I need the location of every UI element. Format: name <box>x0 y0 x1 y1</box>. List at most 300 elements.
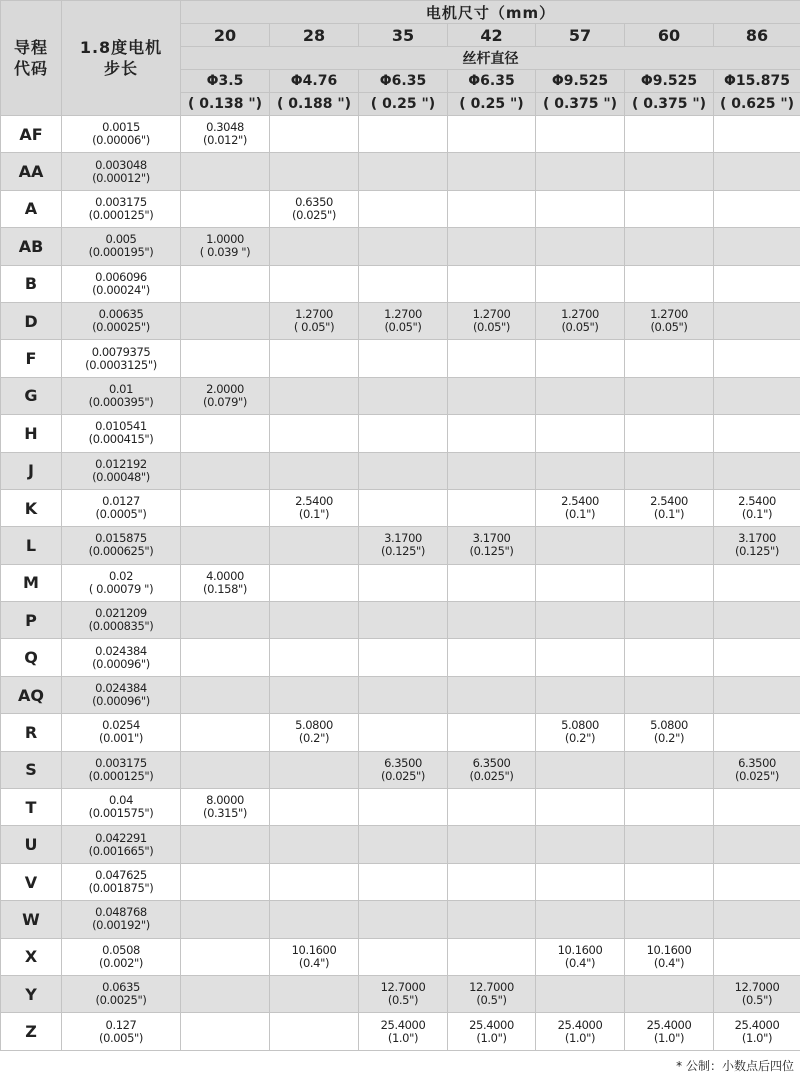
lead-mm-value: 5.0800 <box>650 718 688 733</box>
lead-value-cell <box>270 415 359 452</box>
lead-value-cell <box>181 153 270 190</box>
lead-in-value: (0.05") <box>472 320 511 335</box>
lead-value-cell <box>359 228 448 265</box>
lead-in-value: (0.125") <box>735 544 779 559</box>
step-mm-value: 0.048768 <box>95 905 147 920</box>
lead-in-value: (0.5") <box>476 993 507 1008</box>
footnote: * 公制：小数点后四位 <box>676 1058 794 1073</box>
lead-value-cell <box>181 901 270 938</box>
lead-value-cell <box>181 789 270 826</box>
step-length-cell <box>62 1013 181 1050</box>
lead-value-cell <box>181 826 270 863</box>
diameter-in-cell-0: ( 0.138 ") <box>181 93 270 116</box>
lead-value-cell <box>714 938 800 975</box>
table-row <box>1 452 800 489</box>
lead-value-cell <box>536 639 625 676</box>
footnote-bar <box>0 1051 800 1081</box>
lead-value-cell <box>536 863 625 900</box>
step-mm-value: 0.005 <box>105 232 137 247</box>
lead-value-cell <box>181 1013 270 1050</box>
step-length-cell <box>62 602 181 639</box>
lead-value-cell <box>536 153 625 190</box>
motor-size-cell-6: 86 <box>714 24 800 47</box>
lead-value-cell <box>448 228 536 265</box>
lead-value-cell <box>181 415 270 452</box>
lead-value-cell <box>714 639 800 676</box>
lead-in-value: (0.05") <box>650 320 688 335</box>
step-mm-value: 0.047625 <box>95 868 147 882</box>
step-length-cell <box>62 377 181 414</box>
lead-mm-value: 25.4000 <box>380 1017 426 1032</box>
lead-code-cell: B <box>1 265 62 302</box>
lead-value-cell <box>448 116 536 153</box>
step-length-cell <box>62 452 181 489</box>
step-in-value: (0.00048") <box>92 469 150 484</box>
lead-value-cell <box>714 714 800 751</box>
lead-value-cell <box>359 116 448 153</box>
lead-value-cell <box>448 265 536 302</box>
step-length-cell <box>62 826 181 863</box>
lead-value-cell <box>181 265 270 302</box>
lead-value-cell <box>448 153 536 190</box>
lead-mm-value: 3.1700 <box>738 531 776 546</box>
lead-value-cell <box>270 975 359 1012</box>
step-in-value: (0.0025") <box>95 993 147 1008</box>
lead-mm-value: 6.3500 <box>472 755 511 770</box>
lead-value-cell <box>448 714 536 751</box>
lead-value-cell <box>359 751 448 788</box>
lead-value-cell <box>625 676 714 713</box>
lead-value-cell <box>536 340 625 377</box>
lead-value-cell <box>536 265 625 302</box>
lead-in-value: (1.0") <box>741 1030 773 1045</box>
lead-mm-value: 25.4000 <box>646 1017 692 1032</box>
step-in-value: (0.001") <box>99 731 143 746</box>
lead-code-cell: J <box>1 452 62 489</box>
lead-value-cell <box>536 415 625 452</box>
lead-value-cell <box>714 789 800 826</box>
lead-value-cell <box>359 302 448 339</box>
diameter-in-cell-2: ( 0.25 ") <box>359 93 448 116</box>
lead-code-cell: AQ <box>1 676 62 713</box>
table-row <box>1 751 800 788</box>
table-row <box>1 789 800 826</box>
lead-value-cell <box>714 116 800 153</box>
lead-value-cell <box>270 938 359 975</box>
lead-in-value: (0.1") <box>564 507 596 522</box>
lead-value-cell <box>270 153 359 190</box>
lead-code-cell: L <box>1 527 62 564</box>
step-length-cell <box>62 975 181 1012</box>
lead-value-cell <box>448 564 536 601</box>
lead-value-cell <box>359 527 448 564</box>
lead-value-cell <box>270 863 359 900</box>
step-length-cell <box>62 564 181 601</box>
lead-code-cell: U <box>1 826 62 863</box>
table-row <box>1 639 800 676</box>
lead-value-cell <box>181 452 270 489</box>
lead-value-cell <box>448 602 536 639</box>
step-mm-value: 0.006096 <box>95 269 147 284</box>
lead-value-cell <box>625 153 714 190</box>
lead-value-cell <box>625 826 714 863</box>
step-in-value: (0.001575") <box>88 806 154 821</box>
lead-value-cell <box>448 452 536 489</box>
lead-code-header <box>1 1 62 116</box>
lead-mm-value: 1.2700 <box>295 307 333 322</box>
lead-value-cell <box>625 228 714 265</box>
table-row <box>1 340 800 377</box>
lead-mm-value: 12.7000 <box>469 980 514 995</box>
lead-in-value: (0.079") <box>203 394 247 409</box>
lead-value-cell <box>270 265 359 302</box>
lead-code-cell: K <box>1 489 62 526</box>
step-in-value: (0.00024") <box>92 282 150 297</box>
lead-value-cell <box>625 564 714 601</box>
lead-value-cell <box>625 340 714 377</box>
step-mm-value: 0.003175 <box>95 194 147 209</box>
lead-mm-value: 1.2700 <box>561 307 599 322</box>
step-length-cell <box>62 751 181 788</box>
screw-diameter-header: 丝杆直径 <box>181 47 800 70</box>
lead-value-cell <box>448 863 536 900</box>
table-row <box>1 863 800 900</box>
lead-value-cell <box>714 415 800 452</box>
lead-value-cell <box>359 602 448 639</box>
step-in-value: (0.00192") <box>92 918 150 933</box>
lead-value-cell <box>181 190 270 227</box>
lead-mm-value: 2.0000 <box>206 381 244 396</box>
lead-code-cell: W <box>1 901 62 938</box>
lead-value-cell <box>448 527 536 564</box>
motor-size-cell-1: 28 <box>270 24 359 47</box>
lead-value-cell <box>359 826 448 863</box>
step-length-cell <box>62 489 181 526</box>
lead-mm-value: 12.7000 <box>734 980 780 995</box>
step-mm-value: 0.010541 <box>95 419 147 434</box>
table-row <box>1 564 800 601</box>
lead-value-cell <box>181 863 270 900</box>
lead-value-cell <box>181 116 270 153</box>
lead-value-cell <box>181 975 270 1012</box>
step-length-header-line1: 1.8度电机 <box>79 38 163 57</box>
step-length-cell <box>62 116 181 153</box>
lead-value-cell <box>359 714 448 751</box>
lead-in-value: (0.158") <box>203 581 247 596</box>
lead-code-cell: Z <box>1 1013 62 1050</box>
table-row <box>1 377 800 414</box>
lead-value-cell <box>714 751 800 788</box>
lead-code-cell: P <box>1 602 62 639</box>
lead-value-cell <box>448 1013 536 1050</box>
table-row <box>1 714 800 751</box>
lead-code-cell: T <box>1 789 62 826</box>
step-in-value: (0.00012") <box>92 170 150 185</box>
lead-mm-value: 1.2700 <box>650 307 688 322</box>
lead-value-cell <box>270 826 359 863</box>
step-mm-value: 0.015875 <box>95 531 147 546</box>
step-mm-value: 0.042291 <box>95 830 147 845</box>
lead-value-cell <box>359 975 448 1012</box>
lead-value-cell <box>448 340 536 377</box>
lead-value-cell <box>536 228 625 265</box>
lead-value-cell <box>181 639 270 676</box>
table-body <box>1 116 800 1051</box>
table-row <box>1 190 800 227</box>
diameter-in-cell-4: ( 0.375 ") <box>536 93 625 116</box>
lead-code-cell: V <box>1 863 62 900</box>
lead-value-cell <box>625 863 714 900</box>
lead-value-cell <box>270 1013 359 1050</box>
step-length-cell <box>62 415 181 452</box>
lead-mm-value: 2.5400 <box>561 494 599 509</box>
lead-mm-value: 1.0000 <box>206 232 244 247</box>
lead-value-cell <box>714 527 800 564</box>
lead-in-value: (0.05") <box>561 320 599 335</box>
lead-in-value: (0.025") <box>735 768 779 783</box>
lead-value-cell <box>625 302 714 339</box>
step-in-value: (0.0003125") <box>85 357 157 372</box>
lead-value-cell <box>536 489 625 526</box>
lead-value-cell <box>270 527 359 564</box>
step-mm-value: 0.0015 <box>102 120 140 135</box>
step-length-cell <box>62 863 181 900</box>
lead-value-cell <box>714 564 800 601</box>
lead-in-value: (0.2") <box>298 731 330 746</box>
lead-code-cell: A <box>1 190 62 227</box>
lead-in-value: (0.125") <box>469 544 514 559</box>
table-header <box>1 1 800 116</box>
table-row <box>1 975 800 1012</box>
lead-value-cell <box>625 714 714 751</box>
step-length-cell <box>62 340 181 377</box>
lead-in-value: (0.2") <box>653 731 685 746</box>
lead-in-value: (0.4") <box>564 955 596 970</box>
lead-value-cell <box>181 714 270 751</box>
step-length-cell <box>62 789 181 826</box>
lead-value-cell <box>270 789 359 826</box>
diameter-in-cell-5: ( 0.375 ") <box>625 93 714 116</box>
motor-size-cell-4: 57 <box>536 24 625 47</box>
lead-mm-value: 6.3500 <box>384 755 422 770</box>
lead-value-cell <box>181 564 270 601</box>
table-row <box>1 676 800 713</box>
lead-value-cell <box>714 901 800 938</box>
lead-value-cell <box>448 415 536 452</box>
lead-value-cell <box>536 789 625 826</box>
lead-value-cell <box>625 975 714 1012</box>
table-row <box>1 1013 800 1050</box>
step-in-value: (0.000125") <box>88 207 154 222</box>
table-row <box>1 228 800 265</box>
lead-value-cell <box>625 527 714 564</box>
step-in-value: (0.002") <box>99 955 143 970</box>
lead-value-cell <box>448 975 536 1012</box>
lead-value-cell <box>625 789 714 826</box>
lead-value-cell <box>270 602 359 639</box>
table-row <box>1 602 800 639</box>
lead-value-cell <box>181 602 270 639</box>
table-row <box>1 415 800 452</box>
lead-value-cell <box>714 676 800 713</box>
table-row <box>1 265 800 302</box>
step-in-value: (0.000195") <box>88 245 154 260</box>
lead-code-cell: G <box>1 377 62 414</box>
lead-value-cell <box>359 153 448 190</box>
lead-in-value: ( 0.039 ") <box>199 245 251 260</box>
step-in-value: (0.00096") <box>92 694 150 709</box>
table-row <box>1 527 800 564</box>
step-length-cell <box>62 938 181 975</box>
lead-value-cell <box>181 527 270 564</box>
lead-value-cell <box>536 826 625 863</box>
lead-mm-value: 10.1600 <box>291 942 337 957</box>
diameter-in-cell-3: ( 0.25 ") <box>448 93 536 116</box>
lead-value-cell <box>270 564 359 601</box>
lead-in-value: (0.05") <box>384 320 422 335</box>
lead-value-cell <box>536 377 625 414</box>
lead-code-header-line2: 代码 <box>13 59 48 78</box>
step-mm-value: 0.0127 <box>102 494 140 509</box>
lead-value-cell <box>359 340 448 377</box>
step-mm-value: 0.00635 <box>98 307 144 322</box>
diameter-mm-cell-1: Φ4.76 <box>270 70 359 93</box>
lead-mm-value: 8.0000 <box>206 793 244 808</box>
table-row <box>1 826 800 863</box>
motor-size-cell-2: 35 <box>359 24 448 47</box>
lead-value-cell <box>359 190 448 227</box>
step-in-value: (0.000415") <box>88 432 154 447</box>
lead-value-cell <box>536 302 625 339</box>
lead-mm-value: 3.1700 <box>384 531 422 546</box>
lead-value-cell <box>714 228 800 265</box>
step-in-value: (0.001875") <box>88 881 154 895</box>
diameter-mm-cell-3: Φ6.35 <box>448 70 536 93</box>
lead-value-cell <box>270 751 359 788</box>
lead-value-cell <box>714 340 800 377</box>
lead-value-cell <box>359 489 448 526</box>
lead-code-cell: AA <box>1 153 62 190</box>
step-length-cell <box>62 228 181 265</box>
lead-code-cell: H <box>1 415 62 452</box>
lead-code-cell: X <box>1 938 62 975</box>
lead-code-cell: Y <box>1 975 62 1012</box>
table-row <box>1 116 800 153</box>
lead-code-cell: D <box>1 302 62 339</box>
lead-value-cell <box>625 938 714 975</box>
step-mm-value: 0.04 <box>108 793 133 808</box>
lead-value-cell <box>714 602 800 639</box>
lead-value-cell <box>714 190 800 227</box>
table-row <box>1 153 800 190</box>
lead-value-cell <box>448 826 536 863</box>
lead-value-cell <box>359 863 448 900</box>
lead-value-cell <box>270 116 359 153</box>
step-length-cell <box>62 190 181 227</box>
lead-in-value: (1.0") <box>476 1030 507 1045</box>
lead-value-cell <box>625 452 714 489</box>
step-in-value: (0.00006") <box>92 133 150 148</box>
lead-in-value: (1.0") <box>653 1030 685 1045</box>
lead-mm-value: 2.5400 <box>738 494 776 509</box>
lead-value-cell <box>181 302 270 339</box>
table-row <box>1 302 800 339</box>
lead-mm-value: 4.0000 <box>206 568 244 583</box>
lead-value-cell <box>625 116 714 153</box>
diameter-mm-cell-6: Φ15.875 <box>714 70 800 93</box>
lead-mm-value: 12.7000 <box>380 980 426 995</box>
lead-value-cell <box>714 489 800 526</box>
diameter-in-cell-6: ( 0.625 ") <box>714 93 800 116</box>
lead-code-cell: AF <box>1 116 62 153</box>
lead-value-cell <box>714 826 800 863</box>
lead-mm-value: 6.3500 <box>738 755 776 770</box>
lead-mm-value: 1.2700 <box>472 307 511 322</box>
lead-value-cell <box>448 489 536 526</box>
lead-value-cell <box>448 676 536 713</box>
step-mm-value: 0.0254 <box>102 718 140 733</box>
lead-value-cell <box>359 639 448 676</box>
lead-value-cell <box>536 564 625 601</box>
step-in-value: (0.000125") <box>88 768 154 783</box>
step-mm-value: 0.0079375 <box>91 344 151 359</box>
step-mm-value: 0.003048 <box>95 157 147 172</box>
step-mm-value: 0.021209 <box>95 606 147 621</box>
step-mm-value: 0.127 <box>105 1017 137 1032</box>
lead-value-cell <box>448 751 536 788</box>
lead-value-cell <box>270 190 359 227</box>
lead-value-cell <box>714 377 800 414</box>
step-mm-value: 0.0635 <box>102 980 140 995</box>
table-row <box>1 938 800 975</box>
lead-value-cell <box>625 489 714 526</box>
lead-value-cell <box>270 452 359 489</box>
step-in-value: (0.0005") <box>95 507 147 522</box>
step-in-value: (0.000625") <box>88 544 154 559</box>
lead-mm-value: 25.4000 <box>469 1017 514 1032</box>
step-in-value: (0.001665") <box>88 843 154 858</box>
motor-size-cell-3: 42 <box>448 24 536 47</box>
lead-mm-value: 5.0800 <box>295 718 333 733</box>
lead-in-value: (0.1") <box>298 507 330 522</box>
lead-value-cell <box>359 901 448 938</box>
lead-mm-value: 25.4000 <box>734 1017 780 1032</box>
lead-value-cell <box>714 863 800 900</box>
lead-value-cell <box>448 377 536 414</box>
lead-code-cell: S <box>1 751 62 788</box>
lead-in-value: (0.315") <box>203 806 247 821</box>
lead-value-cell <box>536 975 625 1012</box>
lead-in-value: (0.5") <box>387 993 419 1008</box>
lead-value-cell <box>270 489 359 526</box>
lead-mm-value: 0.3048 <box>206 120 244 135</box>
lead-value-cell <box>714 302 800 339</box>
lead-mm-value: 5.0800 <box>561 718 599 733</box>
lead-value-cell <box>625 901 714 938</box>
lead-in-value: (0.1") <box>653 507 685 522</box>
lead-value-cell <box>270 714 359 751</box>
lead-value-cell <box>270 340 359 377</box>
lead-value-cell <box>536 527 625 564</box>
lead-code-cell: F <box>1 340 62 377</box>
lead-in-value: (0.025") <box>292 207 336 222</box>
lead-mm-value: 10.1600 <box>646 942 692 957</box>
diameter-mm-cell-2: Φ6.35 <box>359 70 448 93</box>
lead-value-cell <box>270 901 359 938</box>
step-in-value: (0.00025") <box>92 320 150 335</box>
lead-value-cell <box>714 452 800 489</box>
lead-value-cell <box>536 602 625 639</box>
